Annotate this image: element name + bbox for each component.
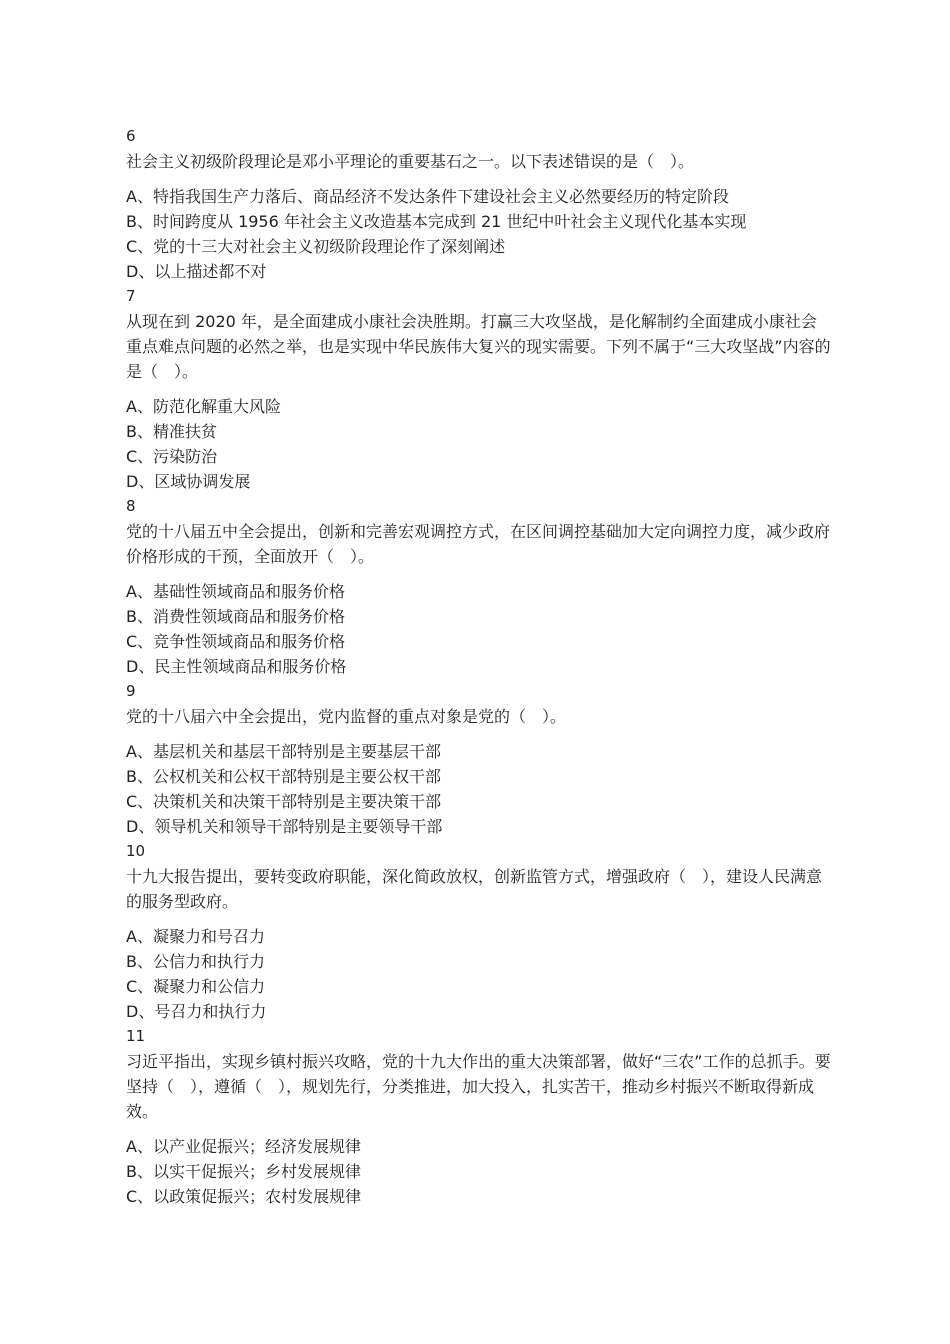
option-b: B、精准扶贫 [126,422,217,441]
option-c: C、凝聚力和公信力 [126,977,266,996]
question-stem: 社会主义初级阶段理论是邓小平理论的重要基石之一。以下表述错误的是（ ）。 [126,152,695,171]
option-a: A、防范化解重大风险 [126,397,281,416]
option-d: D、号召力和执行力 [126,1002,267,1021]
option-a: A、以产业促振兴；经济发展规律 [126,1137,361,1156]
question-stem: 党的十八届六中全会提出，党内监督的重点对象是党的（ ）。 [126,707,567,726]
option-d: D、以上描述都不对 [126,262,267,281]
option-c: C、竞争性领域商品和服务价格 [126,632,346,651]
option-d: D、领导机关和领导干部特别是主要领导干部 [126,817,443,836]
option-b: B、公权机关和公权干部特别是主要公权干部 [126,767,441,786]
question-6 [126,124,831,284]
option-b: B、消费性领域商品和服务价格 [126,607,345,626]
question-7 [126,284,831,494]
question-stem: 十九大报告提出，要转变政府职能，深化简政放权，创新监管方式，增强政府（ ），建设人民满意的服务型政府。 [126,867,823,911]
question-11 [126,1024,831,1209]
question-number: 11 [126,1027,146,1045]
question-number: 10 [126,842,146,860]
option-a: A、凝聚力和号召力 [126,927,265,946]
question-stem: 从现在到 2020 年，是全面建成小康社会决胜期。打赢三大攻坚战，是化解制约全面建成小康社会重点难点问题的必然之举，也是实现中华民族伟大复兴的现实需要。下列不属于“三大攻坚战”内容的是（ ）。 [126,312,831,381]
option-d: D、区域协调发展 [126,472,251,491]
question-list [126,124,831,1209]
option-c: C、决策机关和决策干部特别是主要决策干部 [126,792,442,811]
option-a: A、基础性领域商品和服务价格 [126,582,345,601]
option-b: B、以实干促振兴；乡村发展规律 [126,1162,361,1181]
question-stem: 习近平指出，实现乡镇村振兴攻略，党的十九大作出的重大决策部署，做好“三农”工作的总抓手。要坚持（ ），遵循（ ），规划先行，分类推进，加大投入，扎实苦干，推动乡村振兴不断取得新成效。 [126,1052,831,1121]
option-c: C、党的十三大对社会主义初级阶段理论作了深刻阐述 [126,237,506,256]
question-number: 8 [126,497,136,515]
question-stem: 党的十八届五中全会提出，创新和完善宏观调控方式，在区间调控基础加大定向调控力度，减少政府价格形成的干预，全面放开（ ）。 [126,522,831,566]
option-c: C、污染防治 [126,447,218,466]
option-a: A、基层机关和基层干部特别是主要基层干部 [126,742,441,761]
option-b: B、时间跨度从 1956 年社会主义改造基本完成到 21 世纪中叶社会主义现代化基本实现 [126,212,747,231]
option-d: D、民主性领域商品和服务价格 [126,657,347,676]
question-number: 9 [126,682,136,700]
option-b: B、公信力和执行力 [126,952,265,971]
option-a: A、特指我国生产力落后、商品经济不发达条件下建设社会主义必然要经历的特定阶段 [126,187,729,206]
question-number: 6 [126,127,136,145]
question-9 [126,679,831,839]
question-8 [126,494,831,679]
option-c: C、以政策促振兴；农村发展规律 [126,1187,362,1206]
question-number: 7 [126,287,136,305]
question-10 [126,839,831,1024]
